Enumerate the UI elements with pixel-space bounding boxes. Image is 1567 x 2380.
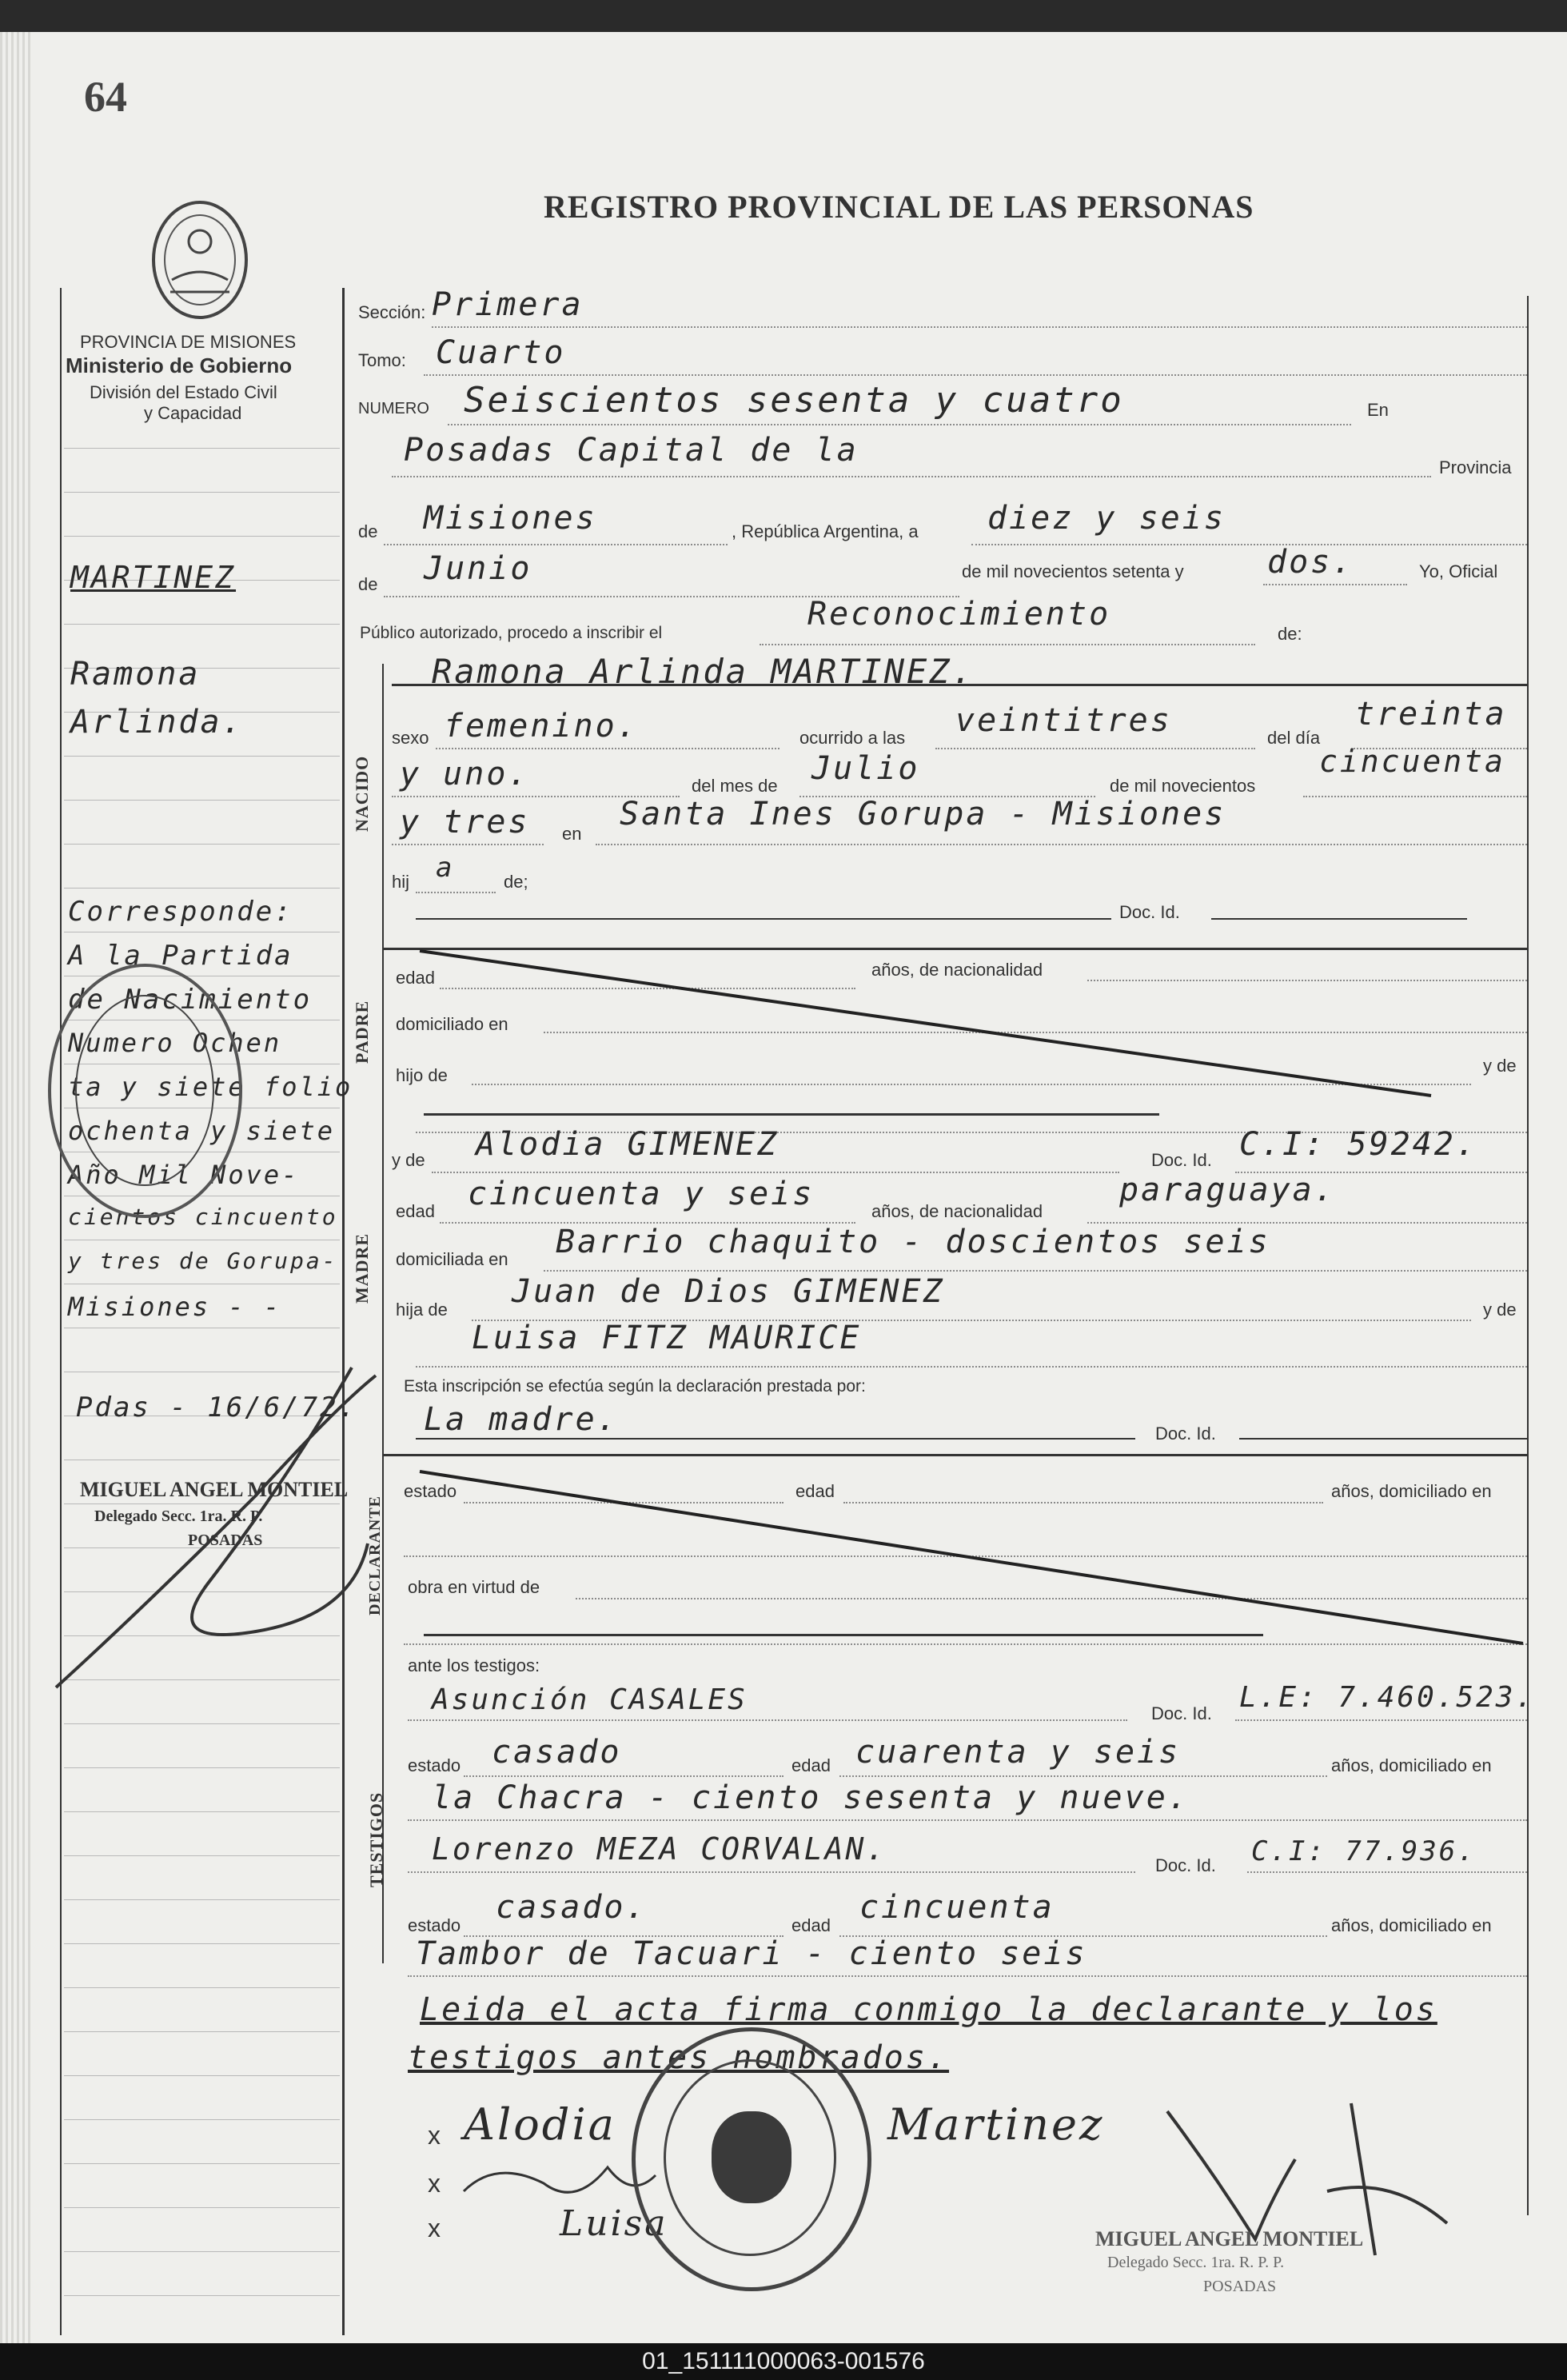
rule [839, 1775, 1327, 1777]
left-margin-line [60, 288, 62, 2335]
field-mes: Junio [424, 550, 532, 587]
margin-rule [64, 492, 340, 493]
margin-rule [64, 2295, 340, 2296]
label-sexo: sexo [392, 728, 429, 748]
label-del-mes: del mes de [692, 776, 778, 796]
signature-mark: x [428, 2169, 441, 2198]
signature-3: Luisa [560, 2203, 668, 2244]
divider [1239, 1438, 1527, 1440]
rule [436, 748, 780, 749]
signature-2: Martinez [887, 2099, 1105, 2150]
margin-name-2: Arlinda. [70, 704, 244, 741]
cancel-underline [424, 1113, 1159, 1116]
margin-rule [64, 1855, 340, 1856]
rule [448, 424, 1351, 425]
field-testigo2-dom: Tambor de Tacuari - ciento seis [416, 1935, 1087, 1972]
division-label-2: y Capacidad [144, 403, 242, 423]
label-anios-dom-2: años, domiciliado en [1331, 1755, 1492, 1775]
label-y-de: y de [1483, 1056, 1517, 1076]
margin-note-line: ta y siete folio [68, 1072, 353, 1102]
label-tomo: Tomo: [358, 350, 406, 370]
rule [416, 892, 496, 893]
field-madre-edad: cincuenta y seis [468, 1176, 815, 1212]
label-estado-2: estado [408, 1755, 461, 1775]
right-margin-line [1527, 296, 1529, 2215]
margin-note-line: Corresponde: [68, 896, 293, 928]
label-anios-nac-2: años, de nacionalidad [871, 1201, 1043, 1221]
field-hija: a [436, 852, 455, 884]
division-label: División del Estado Civil [90, 382, 277, 402]
label-obra: obra en virtud de [408, 1577, 540, 1597]
column-divider [342, 288, 345, 2335]
label-en: En [1367, 400, 1389, 420]
margin-rule [64, 1943, 340, 1944]
margin-rule [64, 2207, 340, 2208]
field-testigo1-edad: cuarenta y seis [855, 1734, 1181, 1771]
label-doc-id-3: Doc. Id. [1155, 1424, 1216, 1444]
field-madre-doc: C.I: 59242. [1239, 1126, 1477, 1163]
field-anio: dos. [1267, 544, 1354, 581]
margin-rule [64, 844, 340, 845]
label-anios-nac: años, de nacionalidad [871, 960, 1043, 980]
field-acto: Reconocimiento [807, 596, 1111, 633]
label-hijo-de: hijo de [396, 1065, 448, 1085]
label-publico: Público autorizado, procedo a inscribir el [360, 624, 663, 642]
label-padre: PADRE [352, 1000, 372, 1064]
field-madre-dom: Barrio chaquito - doscientos seis [556, 1224, 1270, 1260]
scan-filename: 01_151111000063-001576 [0, 2343, 1567, 2380]
field-hora: veintitres [955, 702, 1172, 739]
label-numero: NUMERO [358, 400, 429, 417]
margin-rule [64, 1899, 340, 1900]
label-ante: ante los testigos: [408, 1655, 540, 1675]
margin-name-1: Ramona [70, 656, 201, 693]
label-y-de-3: y de [1483, 1300, 1517, 1320]
label-en-2: en [562, 824, 582, 844]
rule [544, 1270, 1527, 1272]
margin-signer-name: MIGUEL ANGEL MONTIEL [80, 1478, 349, 1501]
signature-strokes [448, 2079, 1519, 2287]
rule [416, 1366, 1527, 1368]
margin-note-line: Misiones - - [68, 1292, 282, 1322]
section-divider [382, 664, 384, 1963]
closing-line-1: Leida el acta firma conmigo la declarante y los [420, 1991, 1437, 2028]
label-hij: hij [392, 872, 410, 892]
field-anio-nac: cincuenta [1319, 744, 1505, 779]
label-madre: MADRE [352, 1232, 372, 1304]
field-lugar-nac: Santa Ines Gorupa - Misiones [620, 796, 1226, 833]
field-madre-nac: paraguaya. [1119, 1172, 1336, 1208]
label-de: de [358, 574, 378, 594]
rule [935, 748, 1255, 749]
rule [392, 476, 1431, 477]
divider [1211, 918, 1467, 920]
divider [416, 918, 1111, 920]
label-de-3: de; [504, 872, 528, 892]
label-seccion: Sección: [358, 302, 426, 322]
label-declarante: DECLARANTE [366, 1495, 384, 1615]
label-doc-id-2: Doc. Id. [1151, 1150, 1212, 1170]
cancel-stroke [416, 948, 1455, 1100]
field-testigo2-estado: casado. [496, 1889, 648, 1926]
rule [408, 1975, 1527, 1977]
signature-mark: x [428, 2214, 441, 2242]
cancel-underline [424, 1634, 1263, 1636]
document-page [0, 32, 1567, 2343]
field-mes-nac: Julio [811, 750, 920, 787]
rule [760, 644, 1255, 645]
field-dia: diez y seis [987, 500, 1226, 537]
field-testigo2-edad: cincuenta [859, 1889, 1055, 1926]
rule [408, 1871, 1135, 1873]
field-nombre: Ramona Arlinda MARTINEZ. [432, 652, 975, 691]
field-anio-nac-2: y tres [400, 804, 530, 841]
label-hija-de: hija de [396, 1300, 448, 1320]
margin-note-line: de Nacimiento [68, 984, 313, 1016]
label-edad-3: edad [795, 1481, 835, 1501]
label-estado-3: estado [408, 1915, 461, 1935]
page-binding-edge [0, 32, 32, 2343]
margin-note-line: cientos cincuento [68, 1204, 338, 1230]
margin-rule [64, 1811, 340, 1812]
field-testigo1-doc: L.E: 7.460.523. [1239, 1681, 1536, 1714]
field-tomo: Cuarto [436, 334, 566, 371]
field-testigo1-estado: casado [492, 1734, 622, 1771]
margin-rule [64, 2075, 340, 2076]
margin-rule [64, 2163, 340, 2164]
label-anios-dom-3: años, domiciliado en [1331, 1915, 1492, 1935]
page-title: REGISTRO PROVINCIAL DE LAS PERSONAS [544, 189, 1254, 225]
margin-note-line: Año Mil Nove- [68, 1160, 300, 1190]
bottom-signer-city: POSADAS [1203, 2278, 1277, 2295]
rule [1235, 1719, 1527, 1721]
label-ocurrido: ocurrido a las [799, 728, 906, 748]
field-provincia: Misiones [424, 500, 597, 537]
margin-rule [64, 800, 340, 801]
field-numero: Seiscientos sesenta y cuatro [464, 380, 1124, 421]
field-dia-nac-2: y uno. [400, 756, 530, 793]
rule [432, 326, 1527, 328]
margin-date: Pdas - 16/6/72. [76, 1392, 358, 1424]
margin-rule [64, 1767, 340, 1768]
label-edad-5: edad [791, 1915, 831, 1935]
rule [596, 844, 1527, 845]
label-mil-novecientos-2: de mil novecientos [1110, 776, 1256, 796]
rule [408, 1719, 1127, 1721]
margin-rule [64, 2031, 340, 2032]
field-seccion: Primera [432, 286, 584, 323]
field-testigo2: Lorenzo MEZA CORVALAN. [432, 1831, 887, 1867]
margin-note-line: A la Partida [68, 940, 293, 972]
field-madre: Alodia GIMENEZ [476, 1126, 780, 1163]
label-domiciliada: domiciliada en [396, 1249, 508, 1269]
field-sexo: femenino. [444, 708, 639, 745]
official-seal [632, 2027, 871, 2291]
label-yo-oficial: Yo, Oficial [1419, 561, 1498, 581]
rule [1263, 584, 1407, 585]
divider [416, 1438, 1135, 1440]
closing-line-2: testigos antes nombrados. [408, 2039, 950, 2076]
province-label: PROVINCIA DE MISIONES [80, 332, 297, 352]
rule [424, 374, 1527, 376]
label-doc-id: Doc. Id. [1119, 902, 1180, 922]
label-mil-novecientos: de mil novecientos setenta y [962, 561, 1184, 581]
label-edad-2: edad [396, 1201, 435, 1221]
label-nacido: NACIDO [352, 755, 372, 832]
margin-rule [64, 536, 340, 537]
ministry-label: Ministerio de Gobierno [66, 353, 293, 377]
bottom-signer-name: MIGUEL ANGEL MONTIEL [1095, 2227, 1364, 2250]
rule [408, 1819, 1527, 1821]
signature-1: Alodia [464, 2099, 616, 2150]
field-dia-nac: treinta [1355, 696, 1507, 733]
rule [392, 844, 544, 845]
label-de-2: de: [1278, 624, 1302, 644]
margin-rule [64, 888, 340, 889]
rule [971, 544, 1527, 545]
label-testigos: TESTIGOS [366, 1791, 386, 1887]
margin-rule [64, 624, 340, 625]
margin-rule [64, 2251, 340, 2252]
margin-signature-mark [48, 1344, 400, 1727]
rule [384, 544, 728, 545]
margin-rule [64, 1987, 340, 1988]
margin-surname: MARTINEZ [70, 560, 237, 595]
bottom-signer-title: Delegado Secc. 1ra. R. P. P. [1107, 2254, 1285, 2271]
rule [464, 1775, 784, 1777]
label-provincia: Provincia [1439, 457, 1512, 477]
margin-signer-city: POSADAS [188, 1531, 263, 1549]
label-del-dia: del día [1267, 728, 1321, 748]
rule [1247, 1871, 1527, 1873]
rule [1303, 796, 1527, 797]
field-testigo1: Asunción CASALES [432, 1683, 748, 1716]
page-number: 64 [84, 73, 127, 121]
coat-of-arms-icon [140, 192, 260, 328]
label-anios-dom: años, domiciliado en [1331, 1481, 1492, 1501]
label-domiciliado: domiciliado en [396, 1014, 508, 1034]
label-republica: , República Argentina, a [732, 521, 919, 541]
field-madre-padre: Juan de Dios GIMENEZ [512, 1273, 945, 1310]
label-declaracion: Esta inscripción se efectúa según la declaración prestada por: [404, 1377, 866, 1396]
margin-note-line: y tres de Gorupa- [68, 1248, 338, 1274]
margin-note-line: Numero Ochen [68, 1028, 282, 1058]
label-doc-id-4: Doc. Id. [1151, 1703, 1212, 1723]
label-doc-id-5: Doc. Id. [1155, 1855, 1216, 1875]
signature-mark: x [428, 2121, 441, 2150]
label-edad-4: edad [791, 1755, 831, 1775]
rule [432, 1172, 1119, 1173]
field-testigo1-dom: la Chacra - ciento sesenta y nueve. [432, 1779, 1190, 1816]
margin-rule [64, 2119, 340, 2120]
margin-rule [64, 756, 340, 757]
label-de: de [358, 521, 378, 541]
margin-signer-title: Delegado Secc. 1ra. R. P. [94, 1507, 263, 1525]
label-y-de-2: y de [392, 1150, 425, 1170]
field-declarante: La madre. [424, 1401, 619, 1438]
field-lugar: Posadas Capital de la [404, 432, 859, 469]
cancel-stroke [416, 1468, 1527, 1647]
margin-note-line: ochenta y siete [68, 1116, 335, 1146]
label-estado: estado [404, 1481, 457, 1501]
section-rule [384, 1454, 1527, 1456]
field-testigo2-doc: C.I: 77.936. [1251, 1835, 1477, 1867]
margin-seal [48, 964, 242, 1218]
margin-rule [64, 448, 340, 449]
label-edad: edad [396, 968, 435, 988]
field-madre-madre: Luisa FITZ MAURICE [472, 1320, 862, 1356]
